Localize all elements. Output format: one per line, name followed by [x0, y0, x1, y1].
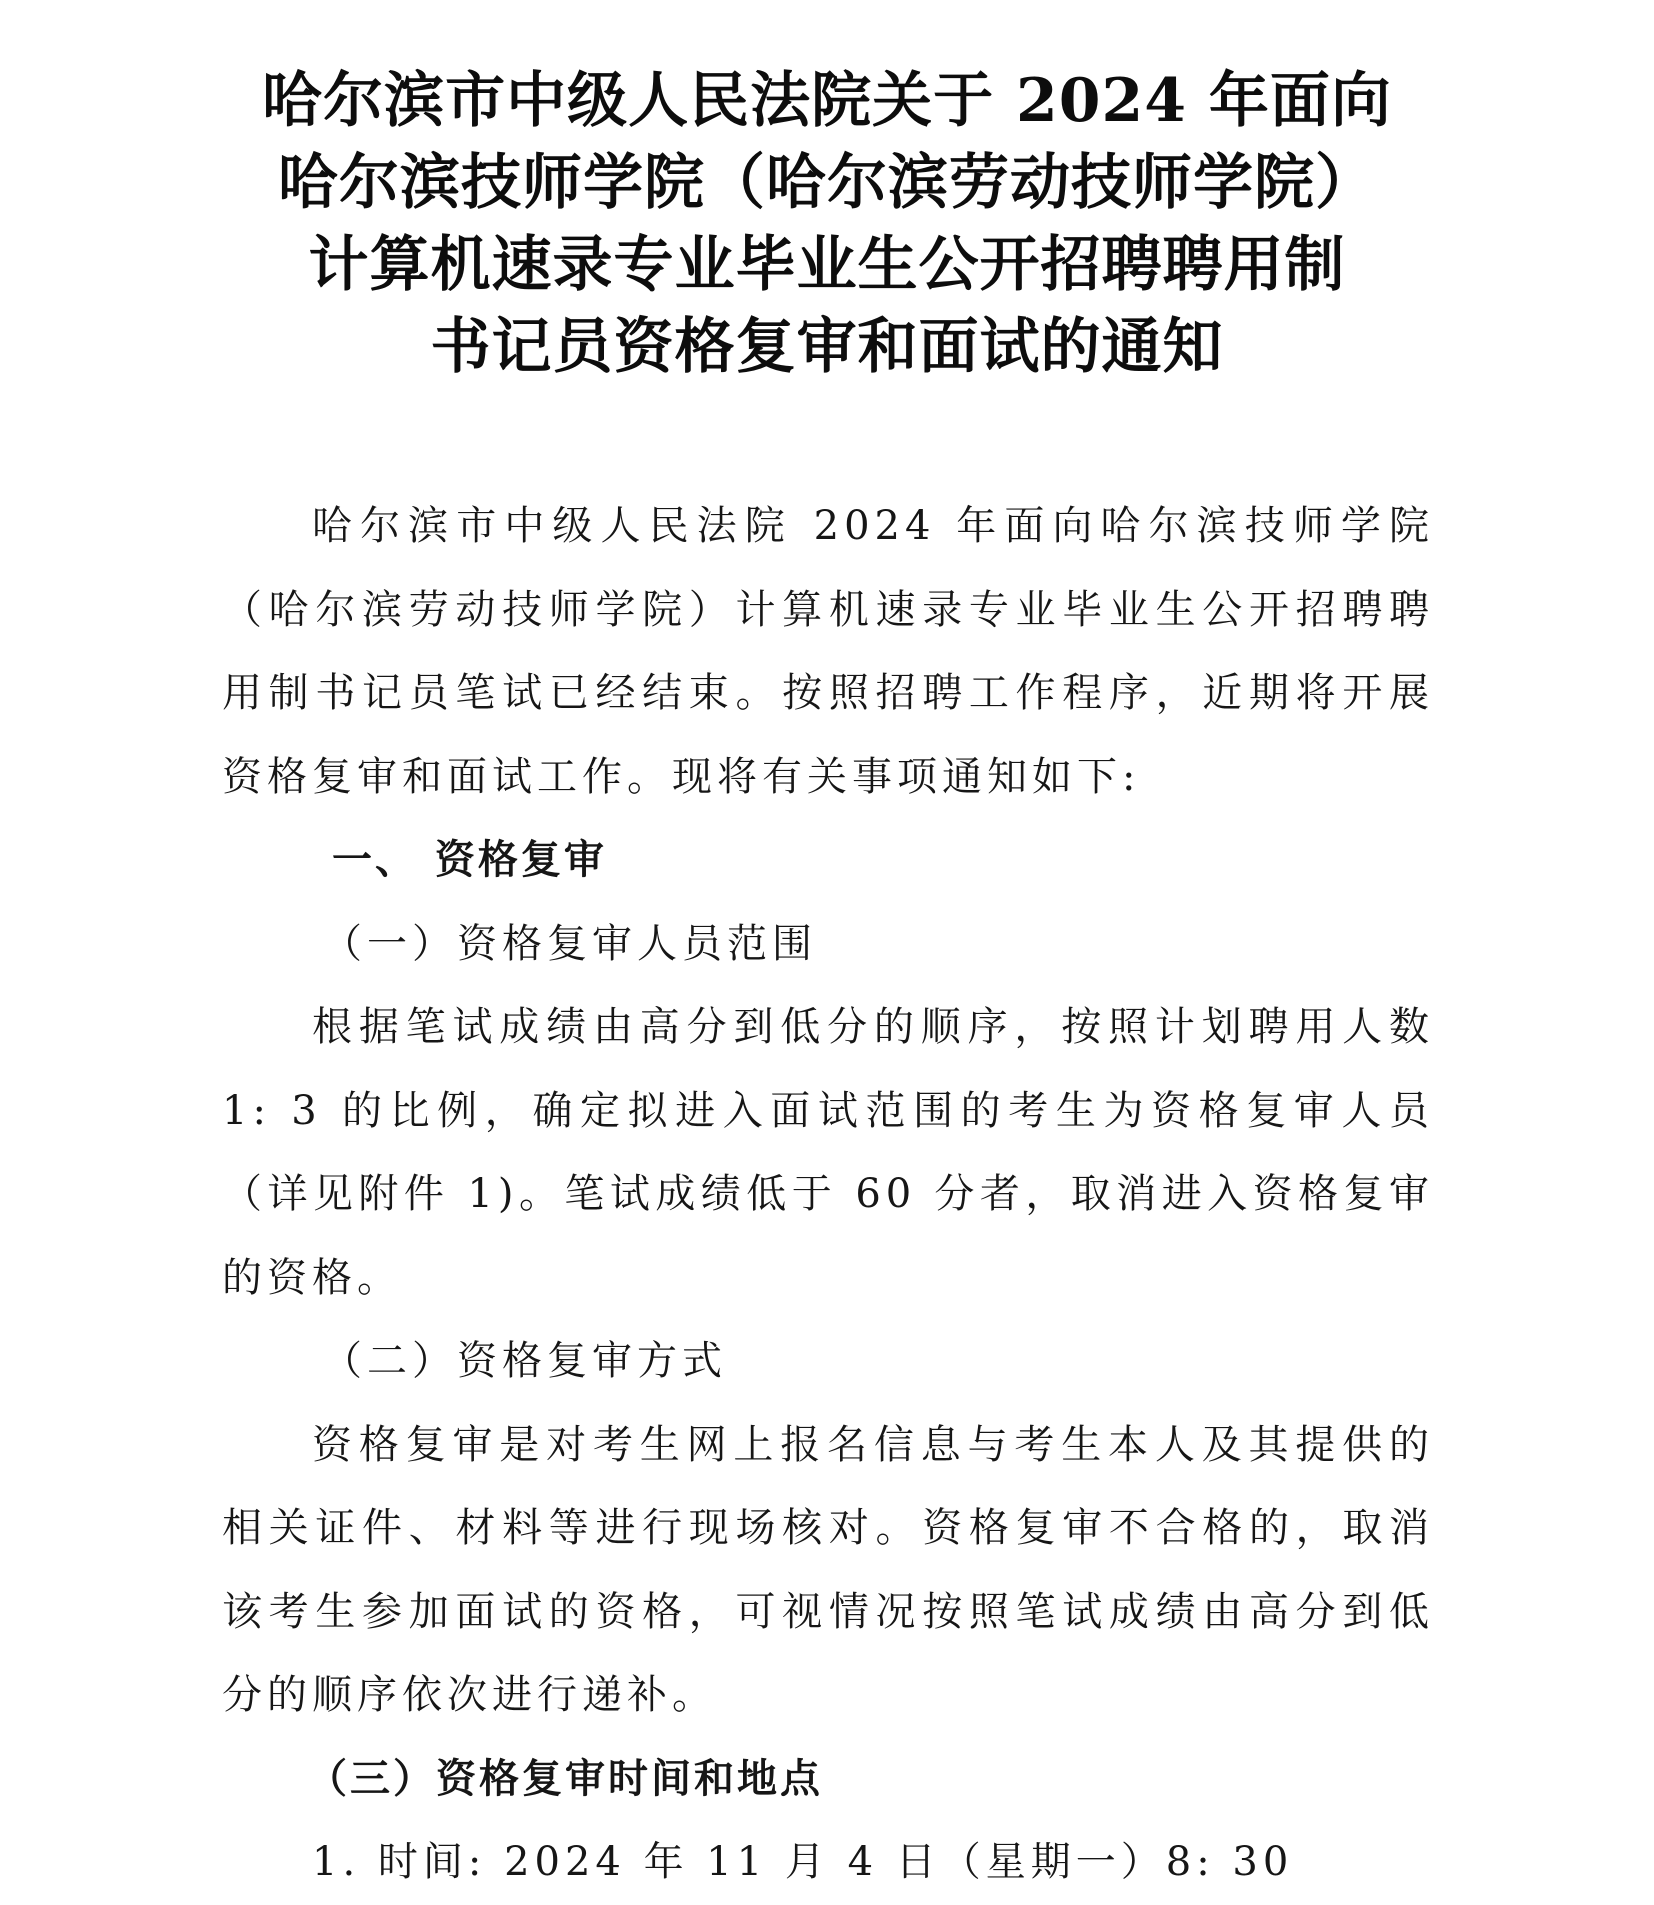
title-line-4: 书记员资格复审和面试的通知 [430, 312, 1224, 382]
review-scope-paragraph: 根据笔试成绩由高分到低分的顺序，按照计划聘用人数 1: 3 的比例，确定拟进入面试范围的考生为资格复审人员（详见附件 1)。笔试成绩低于 60 分者，取消进入资格复审的资格。 [222, 1004, 1434, 1301]
intro-paragraph: 哈尔滨市中级人民法院 2024 年面向哈尔滨技师学院（哈尔滨劳动技师学院）计算机速录专业毕业生公开招聘聘用制书记员笔试已经结束。按照招聘工作程序，近期将开展资格复审和面试工作。现将有关事项通知如下: [222, 503, 1434, 800]
review-time-item: 1. 时间: 2024 年 11 月 4 日（星期一）8: 30 [312, 1839, 1294, 1885]
section-heading-qualification-review: 一、 资格复审 [332, 837, 607, 883]
title-line-3: 计算机速录专业毕业生公开招聘聘用制 [308, 230, 1346, 300]
document-body [222, 485, 1434, 1905]
subsection-heading-review-method: （二）资格复审方式 [322, 1338, 727, 1384]
title-line-1: 哈尔滨市中级人民法院关于 2024 年面向 [262, 66, 1392, 136]
review-method-paragraph: 资格复审是对考生网上报名信息与考生本人及其提供的相关证件、材料等进行现场核对。资格复审不合格的，取消该考生参加面试的资格，可视情况按照笔试成绩由高分到低分的顺序依次进行递补。 [222, 1421, 1434, 1718]
subsection-heading-review-scope: （一）资格复审人员范围 [322, 920, 817, 967]
title-line-2: 哈尔滨技师学院（哈尔滨劳动技师学院） [278, 148, 1376, 218]
document-title [0, 60, 1654, 388]
subsection-heading-review-time-place: （三）资格复审时间和地点 [307, 1755, 823, 1802]
